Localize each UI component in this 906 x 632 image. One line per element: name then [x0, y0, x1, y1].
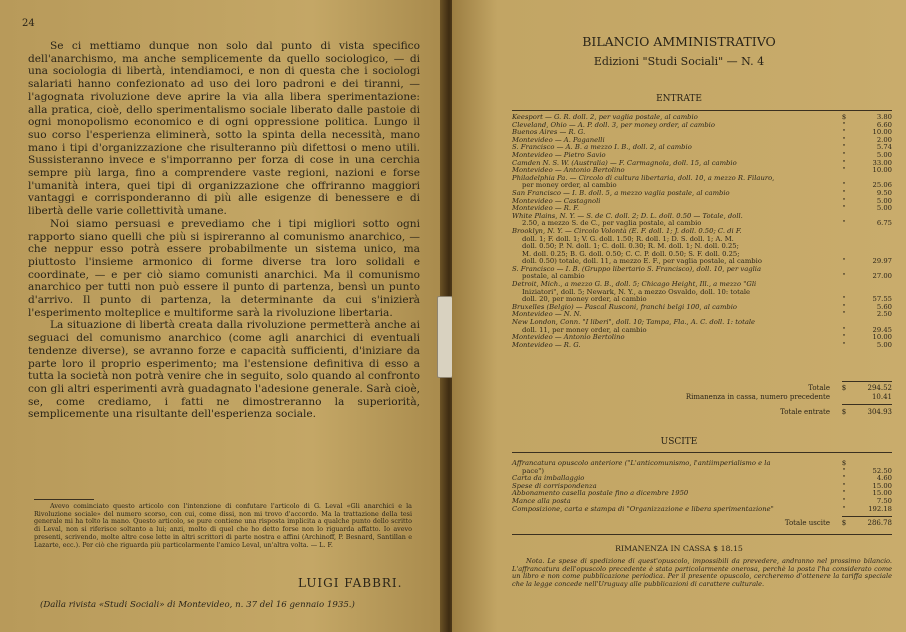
uscite-amount: 4.60 — [876, 474, 892, 483]
entrate-description: Montevideo — Pietro Savio — [512, 150, 606, 159]
currency-sign: $ — [841, 519, 847, 527]
currency-sign: " — [842, 272, 846, 281]
entrate-description: San Francisco — I. B. doll. 5, a mezzo vaglia postale, al cambio — [512, 188, 730, 197]
entrate-description: Keesport — G. R. doll. 2, per vaglia postale, al cambio — [512, 113, 698, 121]
rimanenza-amount: 10.41 — [871, 393, 892, 401]
currency-sign: " — [842, 340, 846, 349]
report-title: BILANCIO AMMINISTRATIVO — [582, 34, 776, 49]
left-page — [0, 0, 446, 632]
currency-sign: $ — [841, 384, 847, 392]
entrate-amount — [852, 236, 892, 244]
entrate-description: Montevideo — A. Paganelli — [512, 135, 605, 144]
entrate-amount: 10.00 — [872, 128, 892, 137]
entrate-amount: 6.60 — [876, 120, 892, 129]
entrate-amount: 5.74 — [876, 143, 892, 152]
right-page — [452, 0, 906, 632]
currency-sign — [836, 281, 852, 289]
entrate-description: Montevideo — Antonio Bertolino — [512, 166, 625, 175]
author-signature: LUIGI FABBRI. — [298, 576, 403, 590]
entrate-rule — [512, 110, 892, 111]
uscite-row — [512, 460, 892, 468]
currency-sign: " — [842, 120, 846, 129]
entrate-amount: 10.00 — [872, 333, 892, 342]
entrate-amount: 6.75 — [876, 219, 892, 228]
entrate-amount: 3.80 — [876, 113, 892, 121]
entrate-description: Montevideo — N. N. — [512, 310, 582, 319]
entrate-amount: 9.50 — [876, 188, 892, 197]
currency-sign: " — [842, 325, 846, 334]
entrate-description: Montevideo — R. F. — [512, 204, 580, 213]
currency-sign: " — [842, 188, 846, 197]
entrate-amount: 2.50 — [876, 310, 892, 319]
uscite-list — [512, 460, 892, 513]
currency-sign: " — [842, 257, 846, 266]
currency-sign: " — [842, 196, 846, 205]
currency-sign: " — [842, 143, 846, 152]
uscite-amount: 192.18 — [868, 504, 892, 513]
entrate-amount: 27.00 — [872, 272, 892, 281]
uscite-description: Affrancatura opuscolo anteriore ("L'anticomunismo, l'antiimperialismo e la — [512, 459, 771, 467]
entrate-total-amount: 294.52 — [867, 384, 892, 392]
entrate-amount — [852, 281, 892, 289]
currency-sign — [836, 228, 852, 236]
entrate-description: White Plains, N. Y. — S. de C. doll. 2; D. L. doll. 0.50 — Totale, doll. — [512, 211, 743, 220]
uscite-heading: USCITE — [660, 437, 698, 447]
entrate-description: postale, al cambio — [522, 272, 585, 281]
footnote-nota: Nota. Le spese di spedizione di quest'opuscolo, impossibili da prevedere, andranno nel prossimo bilancio. L'affrancatura dell'opuscolo precedente è stata particolarmente onerosa, perchè la posta l'ha considerato come un libro e non come pubblicazione periodica. Per il presente opuscolo, cercheremo d'ottenere la tariffa speciale che la legge concede nell'Uruguay alle pubblicazioni di carattere culturale. — [512, 557, 892, 588]
entrate-description: doll. 1; F. doll. 1; V. G. doll. 1.50; R. doll. 1; D. S. doll. 1; A. M. — [522, 234, 734, 243]
currency-sign: " — [842, 181, 846, 190]
entrate-amount: 25.06 — [872, 181, 892, 190]
uscite-total-amount: 286.78 — [867, 519, 892, 527]
uscite-sum-rule — [842, 516, 892, 517]
entrate-description: Bruxelles (Belgio) — Pascal Rusconi, franchi belgi 100, al cambio — [512, 302, 738, 311]
uscite-row — [512, 506, 892, 514]
entrate-description: doll. 20, per money order, al cambio — [522, 295, 647, 304]
currency-sign: " — [842, 135, 846, 144]
currency-sign: " — [842, 466, 846, 475]
entrate-description: New London, Conn. "I liberi", doll. 10; Tampa, Fla., A. C. doll. 1: totale — [512, 318, 756, 327]
currency-sign: " — [842, 150, 846, 159]
currency-sign: $ — [841, 408, 847, 416]
footnote-rule — [34, 499, 94, 500]
entrate-description: Buenos Aires — R. G. — [512, 128, 586, 137]
entrate-row — [512, 342, 892, 350]
paper-clip — [437, 296, 453, 378]
entrate-amount: 10.00 — [872, 166, 892, 175]
entrate-description: Camden N. S. W. (Australia) — F. Carmagnola, doll. 15, al cambio — [512, 158, 737, 167]
paragraph: La situazione di libertà creata dalla rivoluzione permetterà anche ai seguaci del comunismo anarchico (come agli anarchici di eventuali tendenze diverse), se avranno forze e capacità sufficienti, d'iniziare da parte loro il proprio esperimento; ma l'estensione definitiva di esso a tutta la società non potrà venire che in seguito, solo quando al confronto con gli altri esperimenti avrà guadagnato l'adesione generale. Sarà cioè, se, come crediamo, i fatti ne dimostreranno la superiorità, semplicemente una risultante dell'esperienza sociale. — [28, 319, 420, 421]
uscite-amount: 52.50 — [872, 466, 892, 475]
currency-sign: " — [842, 128, 846, 137]
uscite-description: pace") — [522, 466, 545, 475]
currency-sign: " — [842, 302, 846, 311]
currency-sign: " — [842, 489, 846, 498]
currency-sign: " — [842, 310, 846, 319]
entrate-description: 2.50, a mezzo S. de C., per vaglia postale, al cambio — [522, 219, 702, 228]
entrate-list — [512, 114, 892, 349]
currency-sign: " — [842, 295, 846, 304]
entrate-amount — [852, 228, 892, 236]
entrate-description: M. doll. 0.25; B. G. doll. 0.50; C. C. P. doll. 0.50; S. F. doll. 0.25; — [522, 249, 740, 258]
subtotal-rule — [842, 381, 892, 382]
entrate-amount: 29.45 — [872, 325, 892, 334]
currency-sign: " — [842, 158, 846, 167]
article-body — [28, 40, 420, 421]
rimanenza-row — [512, 393, 892, 401]
entrate-description: Cleveland, Ohio — A. P. doll. 3, per money order, al cambio — [512, 120, 715, 129]
entrate-description: S. Francisco — A. B. a mezzo I. B., doll. 2, al cambio — [512, 143, 692, 152]
uscite-total-label: Totale uscite — [784, 519, 830, 527]
entrate-description: S. Francisco — I. B. (Gruppo libertario S. Francisco), doll. 10, per vaglia — [512, 264, 762, 273]
uscite-description: Mance alla posta — [512, 496, 571, 505]
footnote: Avevo cominciato questo articolo con l'intenzione di confutare l'articolo di G. Leval «Gli anarchici e la Rivoluzione sociale» del numero scorso, con cui, come dissi, non mi trovo d'accordo. Ma la trattazione della tesi generale mi ha tolto la mano. Questo articolo, se pure contiene una risposta implicita a qualche punto dello scritto di Leval, non si riferisce soltanto a lui; anzi, molto di quel che ho detto forse non lo riguarda affatto. Io avevo presenti, scrivendo, molte altre cose lette in altri scrittori di parte nostra e affini (Archinoff, P. Besnard, Santillan e Lazarte, ecc.). Per ciò che riguarda più particolarmente l'amico Leval, un'altra volta. — L. F. — [34, 502, 412, 549]
entrate-amount: 5.00 — [876, 196, 892, 205]
entrate-grand-label: Totale entrate — [780, 408, 830, 416]
uscite-total-row — [512, 519, 892, 527]
entrate-heading: ENTRATE — [656, 94, 702, 104]
entrate-amount: 5.00 — [876, 150, 892, 159]
entrate-amount: 5.60 — [876, 302, 892, 311]
entrate-description: Montevideo — R. G. — [512, 340, 581, 349]
rimanenza-rule — [512, 534, 892, 535]
source-citation: (Dalla rivista «Studi Sociali» di Montevideo, n. 37 del 16 gennaio 1935.) — [40, 600, 355, 610]
currency-sign — [836, 236, 852, 244]
uscite-amount: 7.50 — [876, 496, 892, 505]
page-number: 24 — [22, 18, 35, 29]
uscite-rule — [512, 452, 892, 453]
entrate-description: Detroit, Mich., a mezzo G. B., doll. 5; Chicago Height, Ill., a mezzo "Gli — [512, 280, 757, 289]
currency-sign: " — [842, 481, 846, 490]
rimanenza-label: Rimanenza in cassa, numero precedente — [685, 393, 830, 401]
currency-sign — [836, 243, 852, 251]
entrate-description: doll. 0.50; P. N. doll. 1; C. doll. 0.30; R. M. doll. 1; N. doll. 0.25; — [522, 242, 739, 251]
entrate-grand-amount: 304.93 — [867, 408, 892, 416]
entrate-description: doll. 0.50) totale, doll. 11, a mezzo E. F., per vaglia postale, al cambio — [522, 257, 762, 266]
currency-sign: " — [842, 219, 846, 228]
entrate-description: Brooklyn, N. Y. — Circolo Volontà (E. F. doll. 1; J. doll. 0.50; C. di F. — [512, 226, 742, 235]
grand-rule — [842, 404, 892, 405]
entrate-amount — [852, 243, 892, 251]
report-subtitle: Edizioni "Studi Sociali" — N. 4 — [593, 55, 765, 68]
entrate-amount: 57.55 — [872, 295, 892, 304]
uscite-amount: 15.00 — [872, 489, 892, 498]
entrate-description: Philadelphia Pa. — Circolo di cultura libertaria, doll. 10, a mezzo R. Filauro, — [512, 173, 775, 182]
paragraph: Noi siamo persuasi e prevediamo che i tipi migliori sotto ogni rapporto siano quelli che più si ispireranno al comunismo anarchico, — che neppur esso potrà essere probabilmente un sistema unico, ma piuttosto l'insieme armonico di forme diverse tra loro solidali e coordinate, — e per ciò siamo comunisti anarchici. Ma il comunismo anarchico per tutti non può essere il punto di partenza, bensì un punto d'arrivo. Il punto di partenza, la determinante da cui s'inizierà l'esperimento molteplice e multiforme sarà la rivoluzione libertaria. — [28, 217, 420, 319]
uscite-amount: 15.00 — [872, 481, 892, 490]
entrate-grand-row — [512, 408, 892, 416]
currency-sign: " — [842, 166, 846, 175]
currency-sign: " — [842, 204, 846, 213]
entrate-amount: 33.00 — [872, 158, 892, 167]
entrate-total-row — [512, 384, 892, 392]
currency-sign: " — [842, 504, 846, 513]
entrate-description: Montevideo — Castagnoli — [512, 196, 601, 205]
paragraph: Se ci mettiamo dunque non solo dal punto di vista specifico dell'anarchismo, ma anche semplicemente da quello sociologico, — di una sociologia di libertà, intendiamoci, e non di questa che i sociologi salariati hanno confezionato ad uso dei loro padroni e dei tiranni, — l'agognata rivoluzione deve aprire la via alla libera sperimentazione: alla pratica, cioè, dello sperimentalismo sociale liberato dalle pastoie di ogni monopolismo economico e di ogni oppressione politica. Lungo il suo corso l'esperienza eliminerà, sotto la spinta della necessità, mano mano i tipi d'organizzazione che risulteranno più difettosi o meno utili. Sussisteranno invece e s'imporranno per forza di cose in una cerchia sempre più larga, fino a comprendere vaste regioni, nazioni e forse l'umanità intera, quei tipi di organizzazione che offriranno maggiori vantaggi e corrisponderanno di più alle esigenze di benessere e di libertà delle varie collettività umane. — [28, 40, 420, 218]
entrate-description: Iniziatori", doll. 5; Newark, N. Y., a mezzo Osvaldo, doll. 10: totale — [522, 287, 751, 296]
entrate-amount: 29.97 — [872, 257, 892, 266]
uscite-description: Carta da imballaggio — [512, 474, 585, 483]
entrate-amount: 5.00 — [876, 340, 892, 349]
uscite-description: Abbonamento casella postale fino a dicembre 1950 — [512, 489, 689, 498]
currency-sign: " — [842, 496, 846, 505]
entrate-amount: 2.00 — [876, 135, 892, 144]
currency-sign: " — [842, 333, 846, 342]
entrate-amount: 5.00 — [876, 204, 892, 213]
currency-sign: $ — [841, 113, 847, 121]
currency-sign: " — [842, 474, 846, 483]
entrate-description: per money order, al cambio — [522, 181, 617, 190]
entrate-total-label: Totale — [808, 384, 830, 392]
entrate-description: Montevideo — Antonio Bertolino — [512, 333, 625, 342]
entrate-description: doll. 11, per money order, al cambio — [522, 325, 647, 334]
uscite-description: Composizione, carta e stampa di "Organizzazione e libera sperimentazione" — [512, 504, 774, 513]
uscite-description: Spese di corrispondenza — [512, 481, 597, 490]
rimanenza-cassa: RIMANENZA IN CASSA $ 18.15 — [615, 544, 743, 553]
currency-sign: $ — [841, 459, 847, 467]
